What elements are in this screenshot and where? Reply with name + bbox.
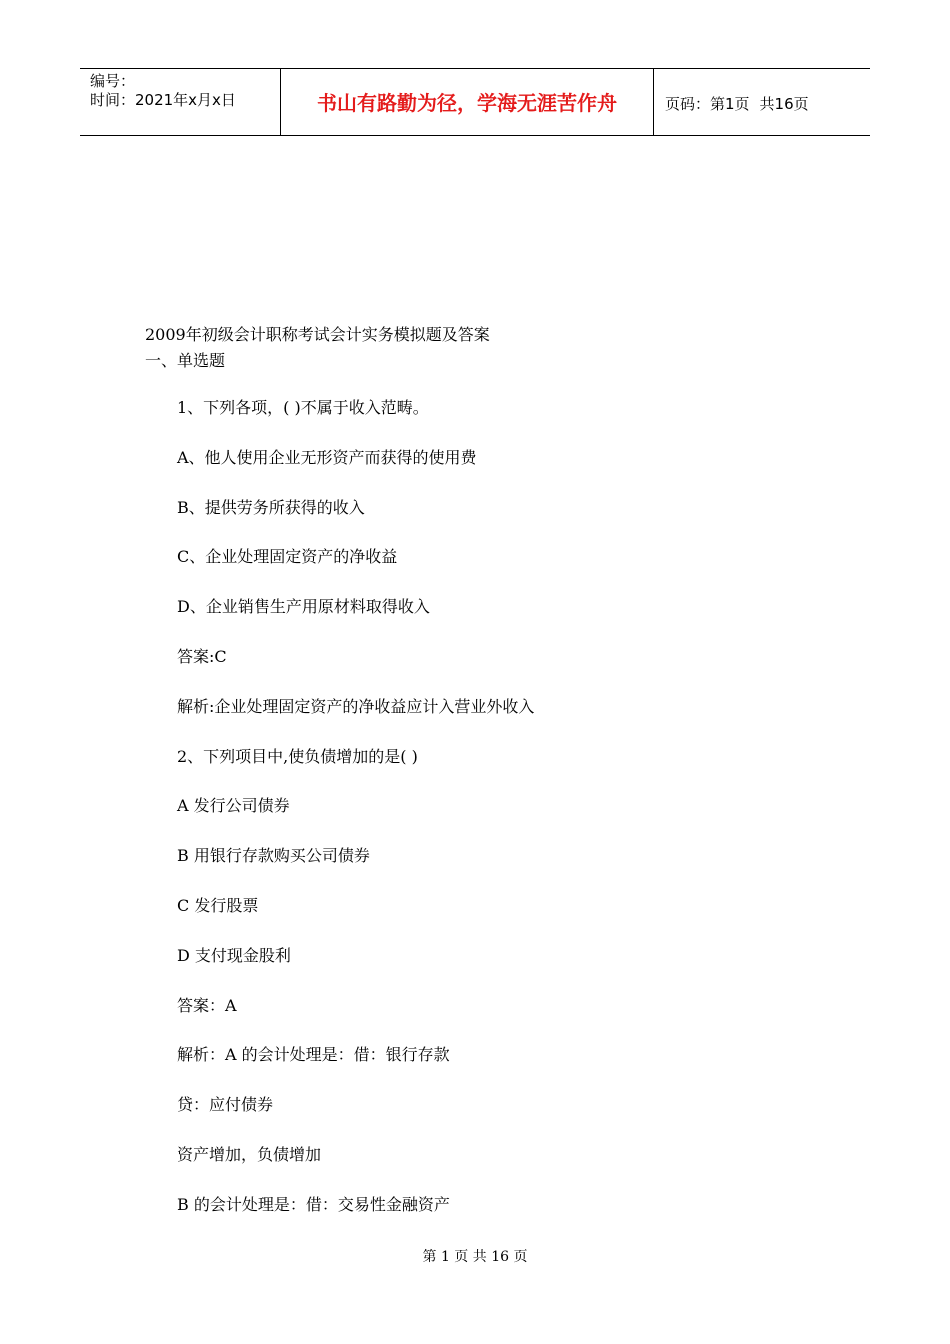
section-heading: 一、单选题 (145, 351, 226, 370)
header-page-label: 页码：第1页 (665, 95, 750, 113)
question-line: 1、下列各项，( )不属于收入范畴。 (177, 398, 429, 417)
option-line: C 发行股票 (177, 895, 259, 915)
option-line: D、企业销售生产用原材料取得收入 (177, 597, 430, 617)
header-motto: 书山有路勤为径，学海无涯苦作舟 (281, 69, 654, 135)
option-line: A 发行公司债券 (177, 796, 290, 816)
code-label: 编号： (90, 72, 136, 90)
header-total-label: 共16页 (759, 95, 809, 113)
answer-line: 答案：A (177, 995, 237, 1015)
explanation-line: 解析：A 的会计处理是：借：银行存款 (177, 1045, 450, 1065)
option-line: C、企业处理固定资产的净收益 (177, 547, 398, 567)
explanation-line: 资产增加，负债增加 (177, 1144, 322, 1164)
option-line: D 支付现金股利 (177, 945, 291, 965)
page-footer: 第 1 页 共 16 页 (422, 1249, 528, 1265)
question-line: 2、下列项目中,使负债增加的是( ) (177, 746, 418, 766)
document-title: 2009年初级会计职称考试会计实务模拟题及答案 (145, 325, 490, 344)
explanation-line: 贷：应付债券 (177, 1095, 274, 1115)
header-meta-cell (80, 69, 281, 135)
option-line: B、提供劳务所获得的收入 (177, 497, 365, 517)
page-header (80, 68, 870, 136)
answer-line: 答案:C (177, 646, 227, 666)
option-line: A、他人使用企业无形资产而获得的使用费 (177, 447, 477, 467)
question-list (177, 397, 534, 1244)
explanation-line: B 的会计处理是：借：交易性金融资产 (177, 1194, 450, 1214)
header-page-info (665, 93, 809, 114)
time-label: 时间：2021年x月x日 (90, 91, 236, 109)
explanation-line: 解析:企业处理固定资产的净收益应计入营业外收入 (177, 696, 535, 716)
option-line: B 用银行存款购买公司债券 (177, 846, 370, 866)
